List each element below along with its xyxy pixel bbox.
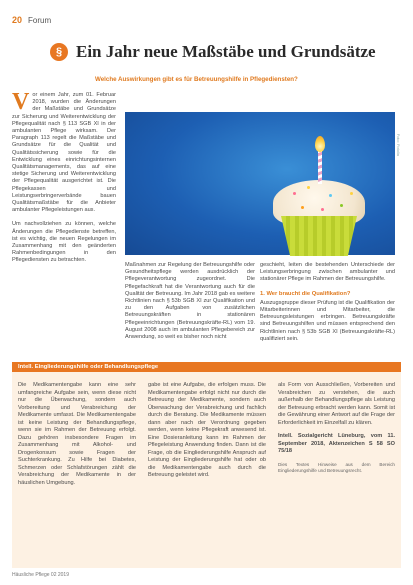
sprinkle xyxy=(307,186,310,189)
sprinkle xyxy=(329,194,332,197)
text-column-2 xyxy=(125,262,255,354)
paragraph: Maßnahmen zur Regelung der Betreuungshilfe oder Gesundheitspflege werden ausdrücklich der Pflegeverantwortung zugeordnet. Die Pflegefachkraft hat die Verantwortung auch für die Qualität der Betreuung. Im Jahr 2018 gab es weitere Richtlinien nach § 53b SGB XI zur Qualifikation und zu den Aufgaben von zusätzlichen Betreuungskräften in stationären Pflegeeinrichtungen (Betreuungskräfte-RL) vom 19. August 2008 auch im ambulanten Pflegebereich zur Anwendung, so weit es bisher noch nicht xyxy=(125,262,255,341)
info-box-header xyxy=(12,362,401,372)
paragraph-badge-icon: § xyxy=(50,43,68,61)
candle xyxy=(318,150,322,184)
info-text: als Form von Ausschließen, Vorbereiten und Verabreichen zu verstehen, die auch außerhalb der Behandlungspflege als Leistung der Betreuung erbracht werden kann. Somit ist die Gewährung einer Antwort auf die Frage der Erforderlichkeit im Einzelfall zu klären. xyxy=(278,382,395,426)
court-reference: Intell. Sozialgericht Lüneburg, vom 11. September 2018, Aktenzeichen S 58 SO 75/18 xyxy=(278,433,395,454)
sprinkle xyxy=(301,206,304,209)
page-footer: Häusliche Pflege 02 2019 xyxy=(12,572,69,578)
drop-cap: V xyxy=(12,89,30,115)
text-column-1 xyxy=(12,89,116,350)
article-subtitle: Welche Auswirkungen gibt es für Betreuungshilfe in Pflegediensten? xyxy=(95,76,298,83)
paragraph: Um nachvollziehen zu können, welche Änderungen die Pflegedienste betreffen, ist es wichtig, die neuen Regelungen im Zusammenhang mit den geänderten Rahmenbedingungen in den Pflegediensten zu betrachten. xyxy=(12,221,116,264)
paragraph-text: or einem Jahr, zum 01. Februar 2018, wurden die Änderungen der Maßstäbe und Grundsätze zur Sicherung und Weiterentwicklung der Pflegequalität nach § 113 SGB XI in der ambulanten Pflege wirksam. Der Paragraph 113 regelt die Maßstäbe und Grundsätze für die Qualität und Qualitätssicherung sowie für die Entwicklung eines einrichtungsinternen Qualitätsmanagements, das auf eine stetige Sicherung und Weiterentwicklung der Pflegequalität ausgerichtet ist. Die Pflegekassen und Leistungserbringerverbände bauen Qualitätsmaßstäbe für die Anbieter ambulanter Pflegeleistungen aus. xyxy=(12,92,116,214)
subheading: 1. Wer braucht die Qualifikation? xyxy=(260,290,351,297)
photo-credit: Foto: Fotolia xyxy=(396,133,401,156)
paragraph: Auszugsgruppe dieser Prüfung ist die Qualifikation der Mitarbeiterinnen und Mitarbeiter, die Betreuungsleistungen erbringen. Betreuungskräfte sind Betreuungshilfen und müssen entsprechend den Richtlinien nach § 53b SGB XI (Betreuungskräfte-RL) qualifiziert sein. xyxy=(260,299,395,342)
page-number: 20 xyxy=(12,15,23,25)
cupcake-wrapper xyxy=(281,216,357,256)
sprinkle xyxy=(293,192,296,195)
info-column-1: Die Medikamentengabe kann eine sehr umfangreiche Aufgabe sein, wenn diese nicht nur die Überwachung, sondern auch Vorbereitung und Verabreichung der Medikamente umfasst. Die Medikamentengabe ist keine Leistung der Behandlungspflege, wenn sie im Rahmen der Betreuung erfolgt. Dazu gehören insbesondere Fragen im Zusammenhang mit Alkohol- und Drogenkonsum sowie Fragen der Suchterkrankung. Zu Hilfe bei Diabetes, Schmerzen oder Schlafstörungen zählt die Verabreichung der Medikamente in der häuslichen Umgebung. xyxy=(18,382,136,486)
page-header xyxy=(12,14,51,26)
cupcake-photo xyxy=(125,112,401,255)
article-title: Ein Jahr neue Maßstäbe und Grundsätze xyxy=(76,42,376,61)
flame-icon xyxy=(315,136,325,152)
paragraph xyxy=(12,89,116,214)
info-column-3 xyxy=(278,382,395,562)
text-column-3 xyxy=(260,262,395,354)
paragraph: geschieht, leiten die bestehenden Unterschiede der Leistungserbringung zwischen ambulanter und stationärer Pflege im Rahmen der Betreuungshilfe. xyxy=(260,262,395,283)
article-title-row xyxy=(50,42,401,62)
info-column-2: gabe ist eine Aufgabe, die erfolgen muss. Die Medikamentengabe erfolgt nicht nur durch die Betreuung der Medikamente, sondern auch Überwachung der Verabreichung und fachlich durch die Beratung. Die Medikamente müssen dann aber nach der Verordnung gegeben werden, wenn keine Pflegekraft anwesend ist. Eine Dosieranleitung kann im Rahmen der Pflegeleistung Anwendung finden. Dann ist die Frage, ob die Eingliederungshilfe Anspruch auf Leistung der Eingliederungshilfe hat oder ob die Medikamentengabe auch durch die Betreuung geleistet wird. xyxy=(148,382,266,478)
info-box-title: Intell. Eingliederungshilfe oder Behandlungspflege xyxy=(18,364,159,370)
author-note: Dies Textes Hinweise aus dem Bereich Eingliederungshilfe und Betreuungsrecht. xyxy=(278,461,395,473)
sprinkle xyxy=(340,204,343,207)
sprinkle xyxy=(321,208,324,211)
section-label: Forum xyxy=(28,15,52,25)
sprinkle xyxy=(350,192,353,195)
info-box xyxy=(12,362,401,568)
